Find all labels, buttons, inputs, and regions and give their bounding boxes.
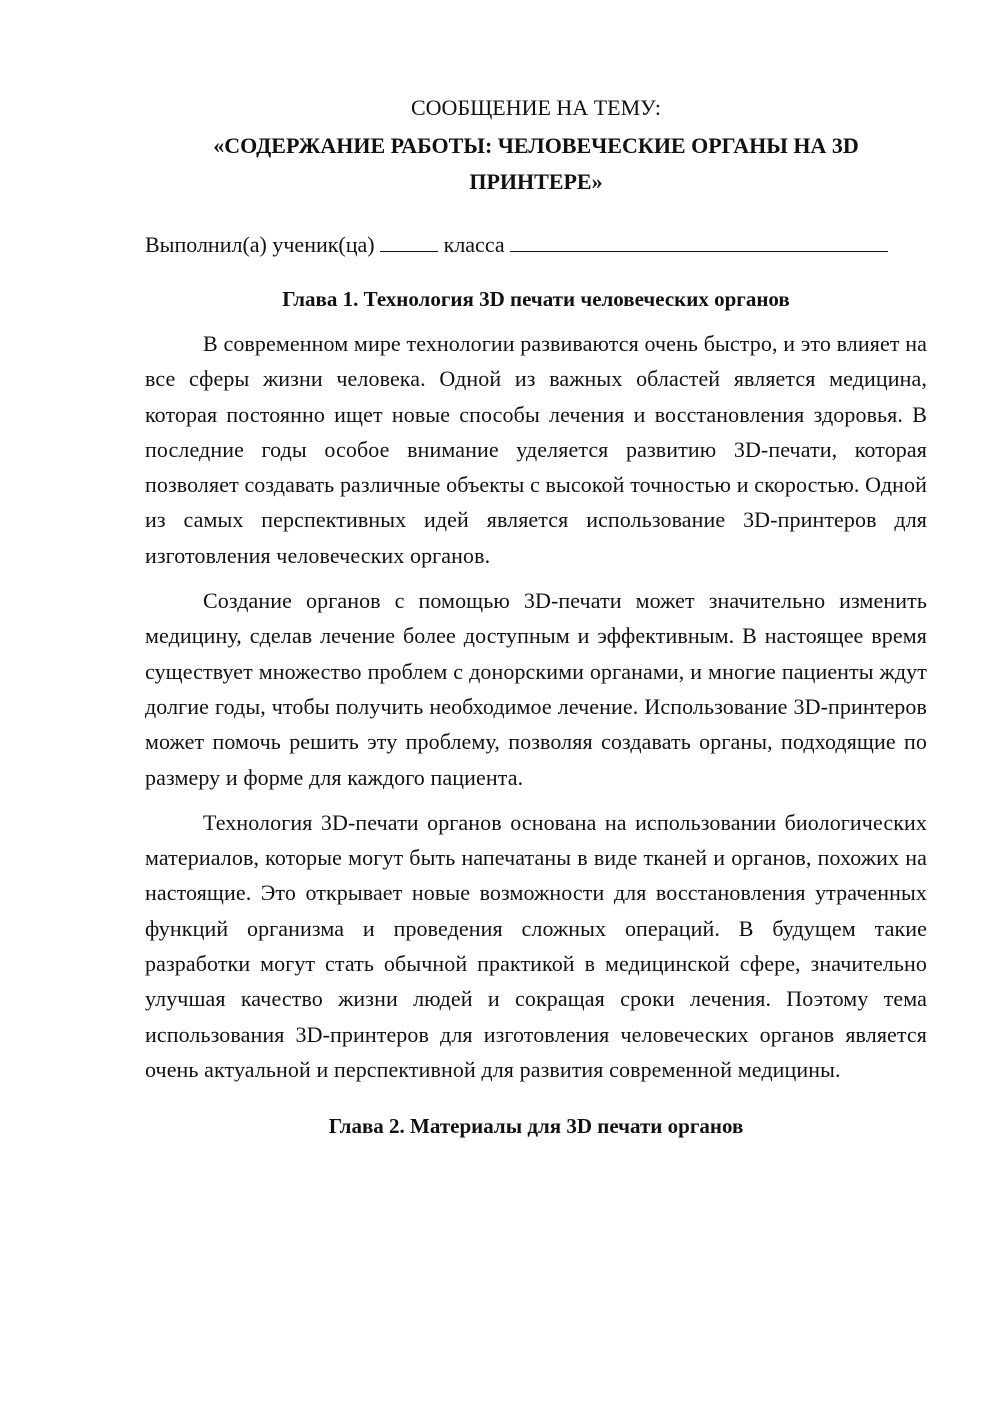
chapter-1-heading: Глава 1. Технология 3D печати человеческих органов <box>282 287 790 311</box>
chapter-2-heading: Глава 2. Материалы для 3D печати органов <box>328 1114 744 1139</box>
document-title: «СОДЕРЖАНИЕ РАБОТЫ: ЧЕЛОВЕЧЕСКИЕ ОРГАНЫ НА 3D ПРИНТЕРЕ» <box>213 133 859 194</box>
class-label: класса <box>443 232 505 257</box>
performed-by-label: Выполнил(а) ученик(ца) <box>145 232 375 257</box>
grade-blank-field[interactable] <box>380 231 438 252</box>
chapter-1-paragraph-3: Технология 3D-печати органов основана на использовании биологических материалов, которые могут быть напечатаны в виде тканей и органов, похожих на настоящие. Это открывает новые возможности для восстановления утраченных функций организма и проведения сложных операций. В будущем такие разработки могут стать обычной практикой в медицинской сфере, значительно улучшая качество жизни людей и сокращая сроки лечения. Поэтому тема использования 3D-принтеров для изготовления человеческих органов является очень актуальной и перспективной для развития современной медицины. <box>145 809 927 1082</box>
document-page <box>145 90 927 1153</box>
chapter-1-paragraph-1: В современном мире технологии развиваются очень быстро, и это влияет на все сферы жизни человека. Одной из важных областей является медицина, которая постоянно ищет новые способы лечения и восстановления здоровья. В последние годы особое внимание уделяется развитию 3D-печати, которая позволяет создавать различные объекты с высокой точностью и скоростью. Одной из самых перспективных идей является использование 3D-принтеров для изготовления человеческих органов. <box>145 331 927 568</box>
chapter-1-paragraph-2: Создание органов с помощью 3D-печати может значительно изменить медицину, сделав лечение более доступным и эффективным. В настоящее время существует множество проблем с донорскими органами, и многие пациенты ждут долгие годы, чтобы получить необходимое лечение. Использование 3D-принтеров может помочь решить эту проблему, позволяя создавать органы, подходящие по размеру и форме для каждого пациента. <box>145 588 927 790</box>
topic-label: СООБЩЕНИЕ НА ТЕМУ: <box>411 95 661 120</box>
author-line <box>145 228 927 262</box>
student-name-blank-field[interactable] <box>510 231 888 252</box>
